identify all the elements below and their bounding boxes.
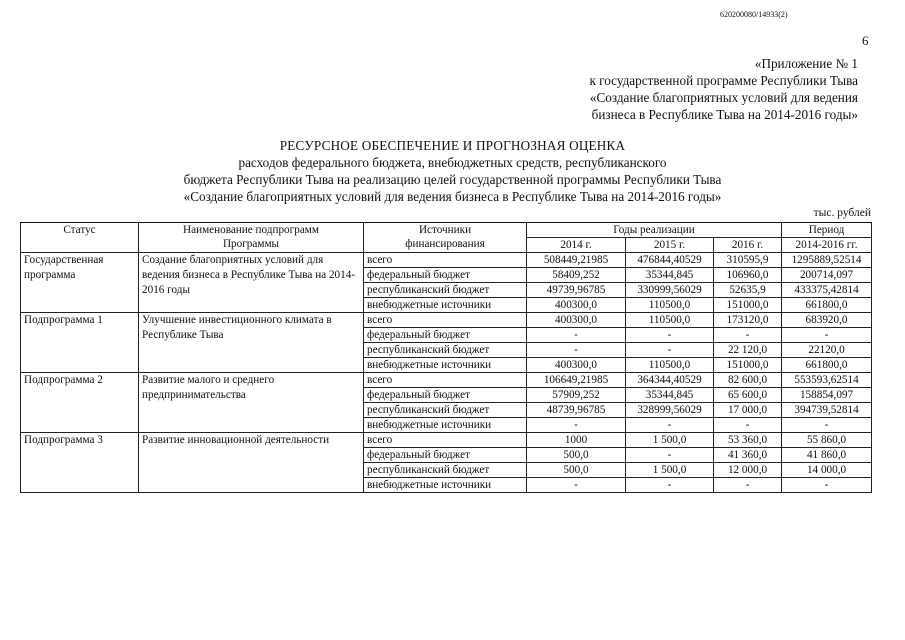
value-2016-cell: 53 360,0 bbox=[714, 433, 782, 448]
funding-table bbox=[20, 222, 872, 493]
header-status: Статус bbox=[21, 223, 139, 253]
value-2014-cell: 49739,96785 bbox=[527, 283, 626, 298]
value-2016-cell: - bbox=[714, 328, 782, 343]
title-line: «Создание благоприятных условий для ведения бизнеса в Республике Тыва на 2014-2016 годы» bbox=[183, 189, 722, 204]
program-name-cell: Создание благоприятных условий для ведения бизнеса в Республике Тыва на 2014-2016 годы bbox=[139, 253, 364, 313]
value-2014-cell: - bbox=[527, 328, 626, 343]
value-2014-cell: 508449,21985 bbox=[527, 253, 626, 268]
value-2014-cell: - bbox=[527, 478, 626, 493]
header-name-line: Программы bbox=[222, 238, 280, 250]
table-body bbox=[21, 253, 872, 493]
header-period: 2014-2016 гг. bbox=[782, 238, 872, 253]
value-period-cell: 41 860,0 bbox=[782, 448, 872, 463]
value-2015-cell: 328999,56029 bbox=[626, 403, 714, 418]
value-2016-cell: 151000,0 bbox=[714, 358, 782, 373]
value-period-cell: 14 000,0 bbox=[782, 463, 872, 478]
value-2015-cell: - bbox=[626, 448, 714, 463]
value-2016-cell: 82 600,0 bbox=[714, 373, 782, 388]
value-2014-cell: 400300,0 bbox=[527, 313, 626, 328]
value-2015-cell: 1 500,0 bbox=[626, 433, 714, 448]
value-period-cell: - bbox=[782, 418, 872, 433]
value-2015-cell: 110500,0 bbox=[626, 358, 714, 373]
source-cell: внебюджетные источники bbox=[364, 358, 527, 373]
value-period-cell: 433375,42814 bbox=[782, 283, 872, 298]
source-cell: внебюджетные источники bbox=[364, 298, 527, 313]
value-2014-cell: - bbox=[527, 418, 626, 433]
program-name-cell: Развитие малого и среднего предпринимательства bbox=[139, 373, 364, 433]
header-2014: 2014 г. bbox=[527, 238, 626, 253]
table-row bbox=[21, 253, 872, 268]
header-2015: 2015 г. bbox=[626, 238, 714, 253]
value-2016-cell: 151000,0 bbox=[714, 298, 782, 313]
source-cell: федеральный бюджет bbox=[364, 388, 527, 403]
header-name bbox=[139, 223, 364, 253]
header-years-group: Годы реализации bbox=[527, 223, 782, 238]
value-period-cell: 683920,0 bbox=[782, 313, 872, 328]
title-line: бюджета Республики Тыва на реализацию целей государственной программы Республики Тыва bbox=[183, 172, 722, 187]
value-period-cell: 1295889,52514 bbox=[782, 253, 872, 268]
value-2014-cell: 48739,96785 bbox=[527, 403, 626, 418]
appendix-line: к государственной программе Республики Тыва bbox=[589, 73, 858, 88]
value-period-cell: 553593,62514 bbox=[782, 373, 872, 388]
source-cell: всего bbox=[364, 313, 527, 328]
source-cell: всего bbox=[364, 433, 527, 448]
value-2014-cell: 106649,21985 bbox=[527, 373, 626, 388]
value-period-cell: 55 860,0 bbox=[782, 433, 872, 448]
value-2015-cell: 1 500,0 bbox=[626, 463, 714, 478]
value-2015-cell: - bbox=[626, 478, 714, 493]
value-period-cell: 661800,0 bbox=[782, 298, 872, 313]
value-2015-cell: - bbox=[626, 418, 714, 433]
value-2015-cell: 110500,0 bbox=[626, 313, 714, 328]
source-cell: республиканский бюджет bbox=[364, 283, 527, 298]
header-name-line: Наименование подпрограмм bbox=[183, 224, 319, 236]
value-2016-cell: - bbox=[714, 478, 782, 493]
unit-label: тыс. рублей bbox=[813, 207, 871, 219]
value-2015-cell: 35344,845 bbox=[626, 388, 714, 403]
value-2016-cell: 173120,0 bbox=[714, 313, 782, 328]
value-2015-cell: - bbox=[626, 343, 714, 358]
value-2014-cell: 500,0 bbox=[527, 463, 626, 478]
title-line: РЕСУРСНОЕ ОБЕСПЕЧЕНИЕ И ПРОГНОЗНАЯ ОЦЕНКА bbox=[279, 138, 626, 153]
value-2016-cell: 52635,9 bbox=[714, 283, 782, 298]
value-2016-cell: 12 000,0 bbox=[714, 463, 782, 478]
source-cell: федеральный бюджет bbox=[364, 268, 527, 283]
value-2015-cell: 35344,845 bbox=[626, 268, 714, 283]
appendix-line: «Приложение № 1 bbox=[754, 56, 858, 71]
status-cell: Подпрограмма 1 bbox=[21, 313, 139, 373]
title-line: расходов федерального бюджета, внебюджетных средств, республиканского bbox=[238, 155, 667, 170]
header-source-line: финансирования bbox=[405, 238, 485, 250]
value-2016-cell: 106960,0 bbox=[714, 268, 782, 283]
table-row bbox=[21, 373, 872, 388]
program-name-cell: Развитие инновационной деятельности bbox=[139, 433, 364, 493]
value-2014-cell: 1000 bbox=[527, 433, 626, 448]
document-title bbox=[0, 137, 905, 205]
header-source bbox=[364, 223, 527, 253]
value-2014-cell: 400300,0 bbox=[527, 298, 626, 313]
value-2014-cell: 400300,0 bbox=[527, 358, 626, 373]
value-2014-cell: - bbox=[527, 343, 626, 358]
value-2016-cell: 65 600,0 bbox=[714, 388, 782, 403]
value-period-cell: 394739,52814 bbox=[782, 403, 872, 418]
header-source-line: Источники bbox=[418, 224, 472, 236]
table-row bbox=[21, 313, 872, 328]
value-2016-cell: 22 120,0 bbox=[714, 343, 782, 358]
value-2014-cell: 58409,252 bbox=[527, 268, 626, 283]
value-period-cell: - bbox=[782, 478, 872, 493]
value-period-cell: - bbox=[782, 328, 872, 343]
program-name-cell: Улучшение инвестиционного климата в Республике Тыва bbox=[139, 313, 364, 373]
document-code: 620200080/14933(2) bbox=[720, 10, 788, 19]
value-period-cell: 158854,097 bbox=[782, 388, 872, 403]
source-cell: республиканский бюджет bbox=[364, 403, 527, 418]
value-2015-cell: - bbox=[626, 328, 714, 343]
header-period-group: Период bbox=[782, 223, 872, 238]
status-cell: Государственная программа bbox=[21, 253, 139, 313]
source-cell: внебюджетные источники bbox=[364, 418, 527, 433]
source-cell: республиканский бюджет bbox=[364, 463, 527, 478]
value-2016-cell: 310595,9 bbox=[714, 253, 782, 268]
value-2014-cell: 500,0 bbox=[527, 448, 626, 463]
source-cell: всего bbox=[364, 373, 527, 388]
appendix-line: бизнеса в Республике Тыва на 2014-2016 годы» bbox=[591, 107, 858, 122]
page-number: 6 bbox=[862, 33, 869, 48]
header-2016: 2016 г. bbox=[714, 238, 782, 253]
value-period-cell: 22120,0 bbox=[782, 343, 872, 358]
status-cell: Подпрограмма 2 bbox=[21, 373, 139, 433]
source-cell: всего bbox=[364, 253, 527, 268]
source-cell: федеральный бюджет bbox=[364, 448, 527, 463]
source-cell: внебюджетные источники bbox=[364, 478, 527, 493]
value-2016-cell: 17 000,0 bbox=[714, 403, 782, 418]
value-2015-cell: 330999,56029 bbox=[626, 283, 714, 298]
value-2016-cell: 41 360,0 bbox=[714, 448, 782, 463]
value-2015-cell: 476844,40529 bbox=[626, 253, 714, 268]
value-period-cell: 200714,097 bbox=[782, 268, 872, 283]
value-2015-cell: 110500,0 bbox=[626, 298, 714, 313]
value-period-cell: 661800,0 bbox=[782, 358, 872, 373]
source-cell: республиканский бюджет bbox=[364, 343, 527, 358]
value-2014-cell: 57909,252 bbox=[527, 388, 626, 403]
appendix-line: «Создание благоприятных условий для ведения bbox=[589, 90, 858, 105]
header-row bbox=[21, 223, 872, 238]
appendix-header bbox=[589, 55, 858, 123]
status-cell: Подпрограмма 3 bbox=[21, 433, 139, 493]
source-cell: федеральный бюджет bbox=[364, 328, 527, 343]
table-row bbox=[21, 433, 872, 448]
value-2015-cell: 364344,40529 bbox=[626, 373, 714, 388]
value-2016-cell: - bbox=[714, 418, 782, 433]
